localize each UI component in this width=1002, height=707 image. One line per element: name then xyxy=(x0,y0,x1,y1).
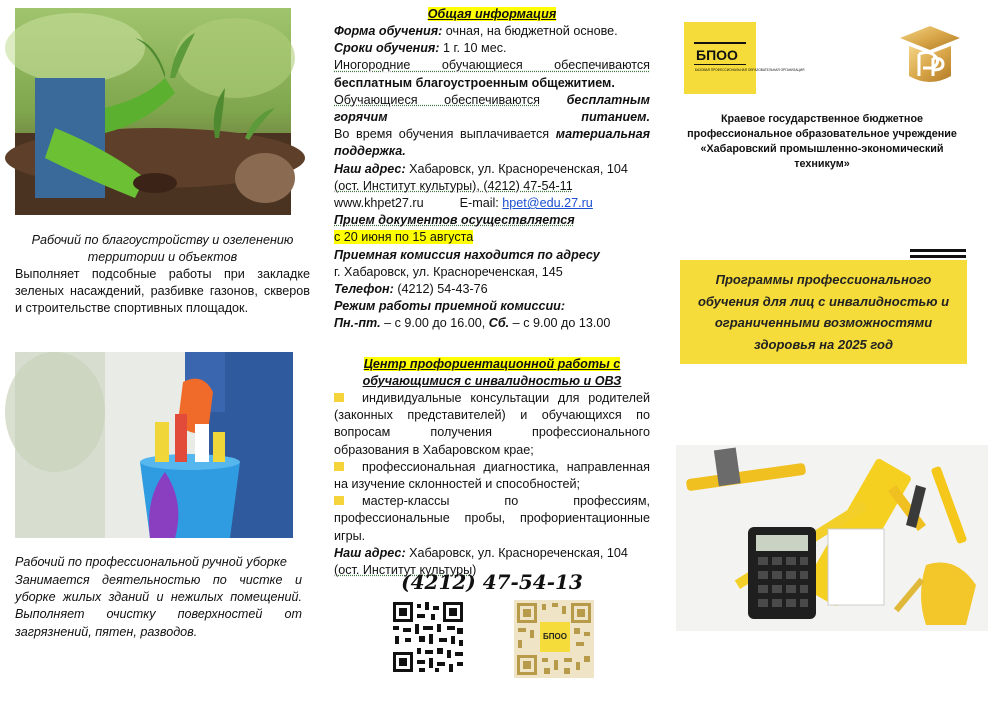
org-name xyxy=(672,112,972,172)
hours-label-row xyxy=(334,298,650,315)
address2-label: Наш адрес: xyxy=(334,545,406,560)
job1-title: Рабочий по благоустройству и озеленению территории и объектов xyxy=(31,233,294,265)
general-info-block xyxy=(334,23,650,333)
web-row xyxy=(334,195,650,212)
program-title: Программы профессионального обучения для лиц с инвалидностью и ограниченными возможностями здоровья на 2025 год xyxy=(697,272,950,352)
dorm-bold-row xyxy=(334,75,650,92)
bullet-text-3: мастер-классы по профессиям, профессиональные пробы, профориентационные игры. xyxy=(334,494,650,543)
dorm-text: Иногородние обучающиеся обеспечиваются xyxy=(334,58,650,73)
support-bold: материальная поддержка. xyxy=(334,127,650,159)
qr-logo-text: БПОО xyxy=(543,632,567,641)
square-bullet-icon xyxy=(334,496,344,505)
general-heading-wrap xyxy=(334,6,650,23)
bullet-text-1: индивидуальные консультации для родителей (законных представителей) и обучающихся по вопросам получения профессионального образования в Хабаровском крае; xyxy=(334,391,650,457)
website: www.khpet27.ru xyxy=(334,196,424,211)
phone-row xyxy=(334,281,650,298)
term-row xyxy=(334,40,650,57)
docs-label: Прием документов осуществляется xyxy=(334,213,575,228)
address-value: Хабаровск, ул. Краснореченская, 104 xyxy=(405,161,628,176)
dorm-bold: бесплатным благоустроенным общежитием. xyxy=(334,75,615,90)
form-row xyxy=(334,23,650,40)
org-line2: профессиональное образовательное учреждение xyxy=(687,128,957,140)
support-row xyxy=(334,126,650,160)
decorative-divider xyxy=(910,255,966,258)
address-line2-text: (ост. Институт культуры), (4212) 47-54-11 xyxy=(334,178,573,193)
general-heading: Общая информация xyxy=(427,7,557,21)
commission-row xyxy=(334,247,650,264)
decorative-divider xyxy=(910,249,966,252)
org-line3: «Хабаровский промышленно-экономический техникум» xyxy=(700,143,944,170)
address-line2 xyxy=(334,178,650,195)
bullet-item-3 xyxy=(334,493,650,545)
docs-dates: с 20 июня по 15 августа xyxy=(334,230,474,245)
phone-label: Телефон: xyxy=(334,282,394,297)
qr-code-bpoo[interactable] xyxy=(514,600,594,678)
gardening-photo xyxy=(15,8,291,215)
form-value: очная, на бюджетной основе. xyxy=(442,24,618,38)
bpoo-logo-text: БПОО xyxy=(696,47,738,63)
qr-code-website[interactable] xyxy=(391,600,465,674)
bpoo-logo-subtext: БАЗОВАЯ ПРОФЕССИОНАЛЬНАЯ ОБРАЗОВАТЕЛЬНАЯ ОРГАНИЗАЦИЯ xyxy=(695,68,805,72)
bullet-item-1 xyxy=(334,390,650,459)
form-label: Форма обучения: xyxy=(334,24,443,38)
hours-weekdays: Пн.-пт. xyxy=(334,316,381,331)
commission-label: Приемная комиссия находится по адресу xyxy=(334,247,600,262)
docs-dates-row xyxy=(334,229,650,246)
cleaning-photo xyxy=(15,352,293,538)
hours-value-row xyxy=(334,315,650,332)
support-text: Во время обучения выплачивается xyxy=(334,127,550,142)
center-bullets xyxy=(334,390,650,579)
email-link[interactable]: hpet@edu.27.ru xyxy=(502,196,593,211)
hours-label: Режим работы приемной комиссии: xyxy=(334,299,566,314)
bullet-item-2 xyxy=(334,459,650,493)
term-value: 1 г. 10 мес. xyxy=(439,41,507,56)
address-row xyxy=(334,161,650,178)
hours-saturday: Сб. xyxy=(488,316,510,331)
hours-weekdays-time: – с 9.00 до 16.00, xyxy=(380,316,489,331)
square-bullet-icon xyxy=(334,393,344,402)
job2-title: Рабочий по профессиональной ручной уборке xyxy=(15,555,287,569)
docs-row xyxy=(334,212,650,229)
hours-saturday-time: – с 9.00 до 13.00 xyxy=(509,316,611,331)
tools-photo xyxy=(676,445,988,631)
commission-address-row xyxy=(334,264,650,281)
address2-row xyxy=(334,545,650,562)
program-title-box xyxy=(680,260,967,364)
email-label: E-mail: xyxy=(459,196,499,211)
phone-value: (4212) 54-43-76 xyxy=(393,282,488,297)
address2-line2: (ост. Институт культуры) xyxy=(334,563,477,578)
address2-value: Хабаровск, ул. Краснореченская, 104 xyxy=(405,545,628,560)
term-label: Сроки обучения: xyxy=(334,41,440,56)
center-heading-line2: обучающимися с инвалидностью и ОВЗ xyxy=(362,374,622,389)
job2-description: Занимается деятельностью по чистке и уборке жилых зданий и нежилых помещений. Выполняет очистку поверхностей от загрязнений, пятен, разводов. xyxy=(15,573,302,639)
college-emblem-icon xyxy=(895,24,965,86)
big-phone: (4212) 47-54-13 xyxy=(401,570,583,594)
center-heading xyxy=(334,356,650,390)
org-line1: Краевое государственное бюджетное xyxy=(720,113,924,125)
address-label: Наш адрес: xyxy=(334,161,406,176)
commission-address: г. Хабаровск, ул. Краснореченская, 145 xyxy=(334,264,563,279)
dorm-row xyxy=(334,57,650,74)
meals-text: Обучающиеся обеспечиваются xyxy=(334,92,541,107)
square-bullet-icon xyxy=(334,462,344,471)
bullet-text-2: профессиональная диагностика, направленная на изучение склонностей и способностей; xyxy=(334,459,650,492)
meals-row xyxy=(334,92,650,126)
meals-bold: бесплатным горячим питанием. xyxy=(334,92,650,125)
job1-description: Выполняет подсобные работы при закладке зеленых насаждений, разбивке газонов, скверов и строительстве спортивных площадок. xyxy=(15,267,310,316)
bpoo-logo xyxy=(684,22,805,94)
center-heading-line1: Центр профориентационной работы с xyxy=(363,357,621,371)
